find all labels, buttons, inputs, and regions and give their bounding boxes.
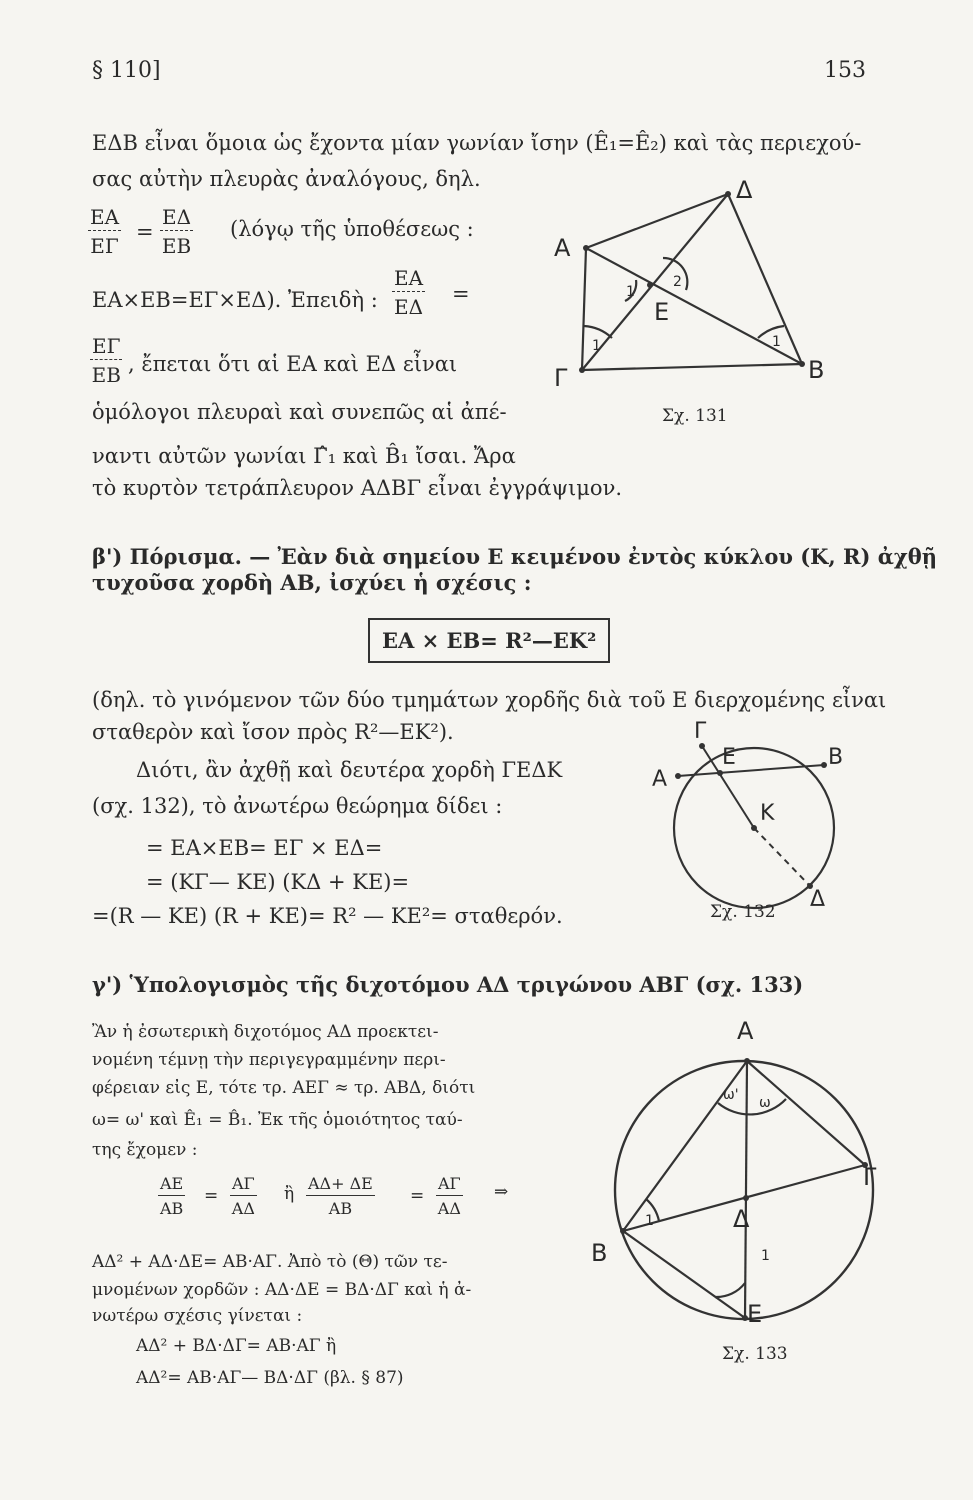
label-a: Α [652,767,668,792]
label-b: Β [828,745,844,770]
numerator: ΕΔ [162,205,192,229]
label-b: Β [808,356,825,384]
or-word: ἢ [284,1184,295,1204]
label-e: Ε [722,745,736,770]
label-d: Δ [733,1205,750,1233]
numerator: ΕΑ [90,205,120,229]
p1-line6: ὁμόλογοι πλευραὶ καὶ συνεπῶς αἱ ἀπέ- [92,400,507,424]
p2-eq3: =(R — ΚΕ) (R + ΚΕ)= R² — ΚΕ²= σταθερόν. [92,904,563,928]
label-w-prime: ω' [723,1087,739,1103]
fraction-ag-ad-2 [436,1176,463,1217]
page-number: 153 [824,58,866,83]
p1-line1: ΕΔΒ εἶναι ὅμοια ὡς ἔχοντα μίαν γωνίαν ἴσην (Ê₁=Ê₂) καὶ τὰς περιεχού- [92,131,862,155]
p2-eq2: = (ΚΓ— ΚΕ) (ΚΔ + ΚΕ)= [146,870,410,894]
numerator: ΑΔ+ ΔΕ [306,1176,375,1196]
p2-line5: Διότι, ἂν ἀχθῇ καὶ δευτέρα χορδὴ ΓΕΔΚ [136,758,563,782]
angle-arc-e [715,1283,745,1297]
label-g: Γ [554,364,568,392]
angle-label-1: 1 [626,284,635,300]
denominator: ΑΔ [437,1199,461,1218]
fraction-ag-ad [230,1176,257,1217]
implies-arrow: ⇒ [494,1182,509,1202]
fraction-ed-eb [160,207,193,256]
figure-132-caption: Σχ. 132 [710,902,776,922]
segment-kd [754,828,810,886]
figure-133-caption: Σχ. 133 [722,1344,788,1364]
label-w: ω [759,1095,771,1111]
bisector-ae [745,1061,747,1318]
corollary-line2: τυχοῦσα χορδὴ ΑΒ, ἰσχύει ἡ σχέσις : [92,570,532,595]
p1-line8: τὸ κυρτὸν τετράπλευρον ΑΔΒΓ εἶναι ἐγγράψιμον. [92,476,623,500]
p1-line5: , ἔπεται ὅτι αἱ ΕΑ καὶ ΕΔ εἶναι [128,352,458,376]
equals-sign: = [410,1186,425,1206]
p1-line2: σας αὐτὴν πλευρὰς ἀναλόγους, δηλ. [92,167,481,191]
figure-133 [585,1015,880,1330]
angle-label-e: 1 [761,1248,770,1264]
fraction-ea-ed [392,268,425,317]
numerator: ΕΓ [92,334,121,358]
p3-line10: ΑΔ²= ΑΒ·ΑΓ— ΒΔ·ΔΓ (βλ. § 87) [136,1368,404,1388]
denominator: ΕΒ [161,234,192,258]
fraction-ea-eg [88,207,121,256]
label-d: Δ [810,887,826,910]
fraction-ad-de-ab [306,1176,375,1217]
p3-line1: Ἂν ἡ ἐσωτερικὴ διχοτόμος ΑΔ προεκτει- [92,1022,439,1042]
figure-132 [640,720,860,910]
equals-sign: = [204,1186,219,1206]
corollary-formula-box: ΕΑ × ΕΒ= R²—ΕΚ² [368,618,610,663]
p3-line3: φέρειαν εἰς Ε, τότε τρ. ΑΕΓ ≈ τρ. ΑΒΔ, διότι [92,1078,476,1098]
angle-arc-g [584,326,612,338]
angle-label-b: 1 [645,1213,654,1229]
label-e: Ε [747,1300,763,1328]
segment-ga [582,248,586,370]
diagonal-ab [586,248,802,364]
section-number: § 110] [92,58,161,83]
denominator: ΑΒ [159,1199,184,1218]
label-a: Α [737,1017,754,1045]
p2-line4: σταθερὸν καὶ ἴσον πρὸς R²—ΕΚ²). [92,720,454,744]
segment-db [728,194,802,364]
bisector-title: γ') Ὑπολογισμὸς τῆς διχοτόμου ΑΔ τριγώνου ΑΒΓ (σχ. 133) [92,972,804,997]
p3-line9: ΑΔ² + ΒΔ·ΔΓ= ΑΒ·ΑΓ ἢ [136,1336,337,1356]
denominator: ΕΒ [91,363,121,387]
numerator: ΕΑ [394,266,424,290]
label-a: Α [554,234,571,262]
corollary-line1: β') Πόρισμα. — Ἐὰν διὰ σημείου Ε κειμένου ἐντὸς κύκλου (Κ, R) ἀχθῇ [92,544,937,569]
fraction-eg-eb [90,336,122,385]
fraction-ae-ab [158,1176,185,1217]
label-e: Ε [654,298,670,326]
label-g: Γ [863,1163,877,1191]
label-g: Γ [694,720,707,744]
p3-line8: νωτέρω σχέσις γίνεται : [92,1306,303,1326]
denominator: ΑΔ [231,1199,255,1218]
equals-sign: = [452,282,470,306]
label-k: Κ [760,801,775,826]
denominator: ΑΒ [328,1199,353,1218]
p2-eq1: = ΕΑ×ΕΒ= ΕΓ × ΕΔ= [146,836,383,860]
angle-label-4: 1 [772,334,781,350]
p1-line7: ναντι αὐτῶν γωνίαι Γ̂₁ καὶ B̂₁ ἴσαι. Ἄρα [92,444,516,468]
numerator: ΑΓ [436,1176,463,1196]
p3-line2: νομένη τέμνῃ τὴν περιγεγραμμένην περι- [92,1050,446,1070]
equals-sign: = [136,220,154,244]
label-b: Β [591,1239,608,1267]
denominator: ΕΔ [394,295,424,319]
p3-line6: ΑΔ² + ΑΔ·ΔΕ= ΑΒ·ΑΓ. Ἀπὸ τὸ (Θ) τῶν τε- [92,1252,448,1272]
label-d: Δ [736,176,753,204]
denominator: ΕΓ [90,234,119,258]
numerator: ΑΕ [158,1176,185,1196]
angle-label-3: 1 [592,338,601,354]
figure-131-caption: Σχ. 131 [662,406,728,426]
p3-line5: της ἔχομεν : [92,1140,198,1160]
hypothesis-reason: (λόγῳ τῆς ὑποθέσεως : [230,217,474,241]
numerator: ΑΓ [230,1176,257,1196]
p1-line4: ΕΑ×ΕΒ=ΕΓ×ΕΔ). Ἐπειδὴ : [92,288,378,312]
angle-label-2: 2 [673,274,682,290]
p2-line3: (δηλ. τὸ γινόμενον τῶν δύο τμημάτων χορδῆς διὰ τοῦ Ε διερχομένης εἶναι [92,688,887,712]
p2-line6: (σχ. 132), τὸ ἀνωτέρω θεώρημα δίδει : [92,794,503,818]
p3-line7: μνομένων χορδῶν : ΑΔ·ΔΕ = ΒΔ·ΔΓ καὶ ἡ ἀ- [92,1280,472,1300]
diagonal-gd [582,194,728,370]
p3-line4: ω= ω' καὶ Ê₁ = B̂₁. Ἐκ τῆς ὁμοιότητος ταύ- [92,1110,463,1130]
segment-bg [582,364,802,370]
